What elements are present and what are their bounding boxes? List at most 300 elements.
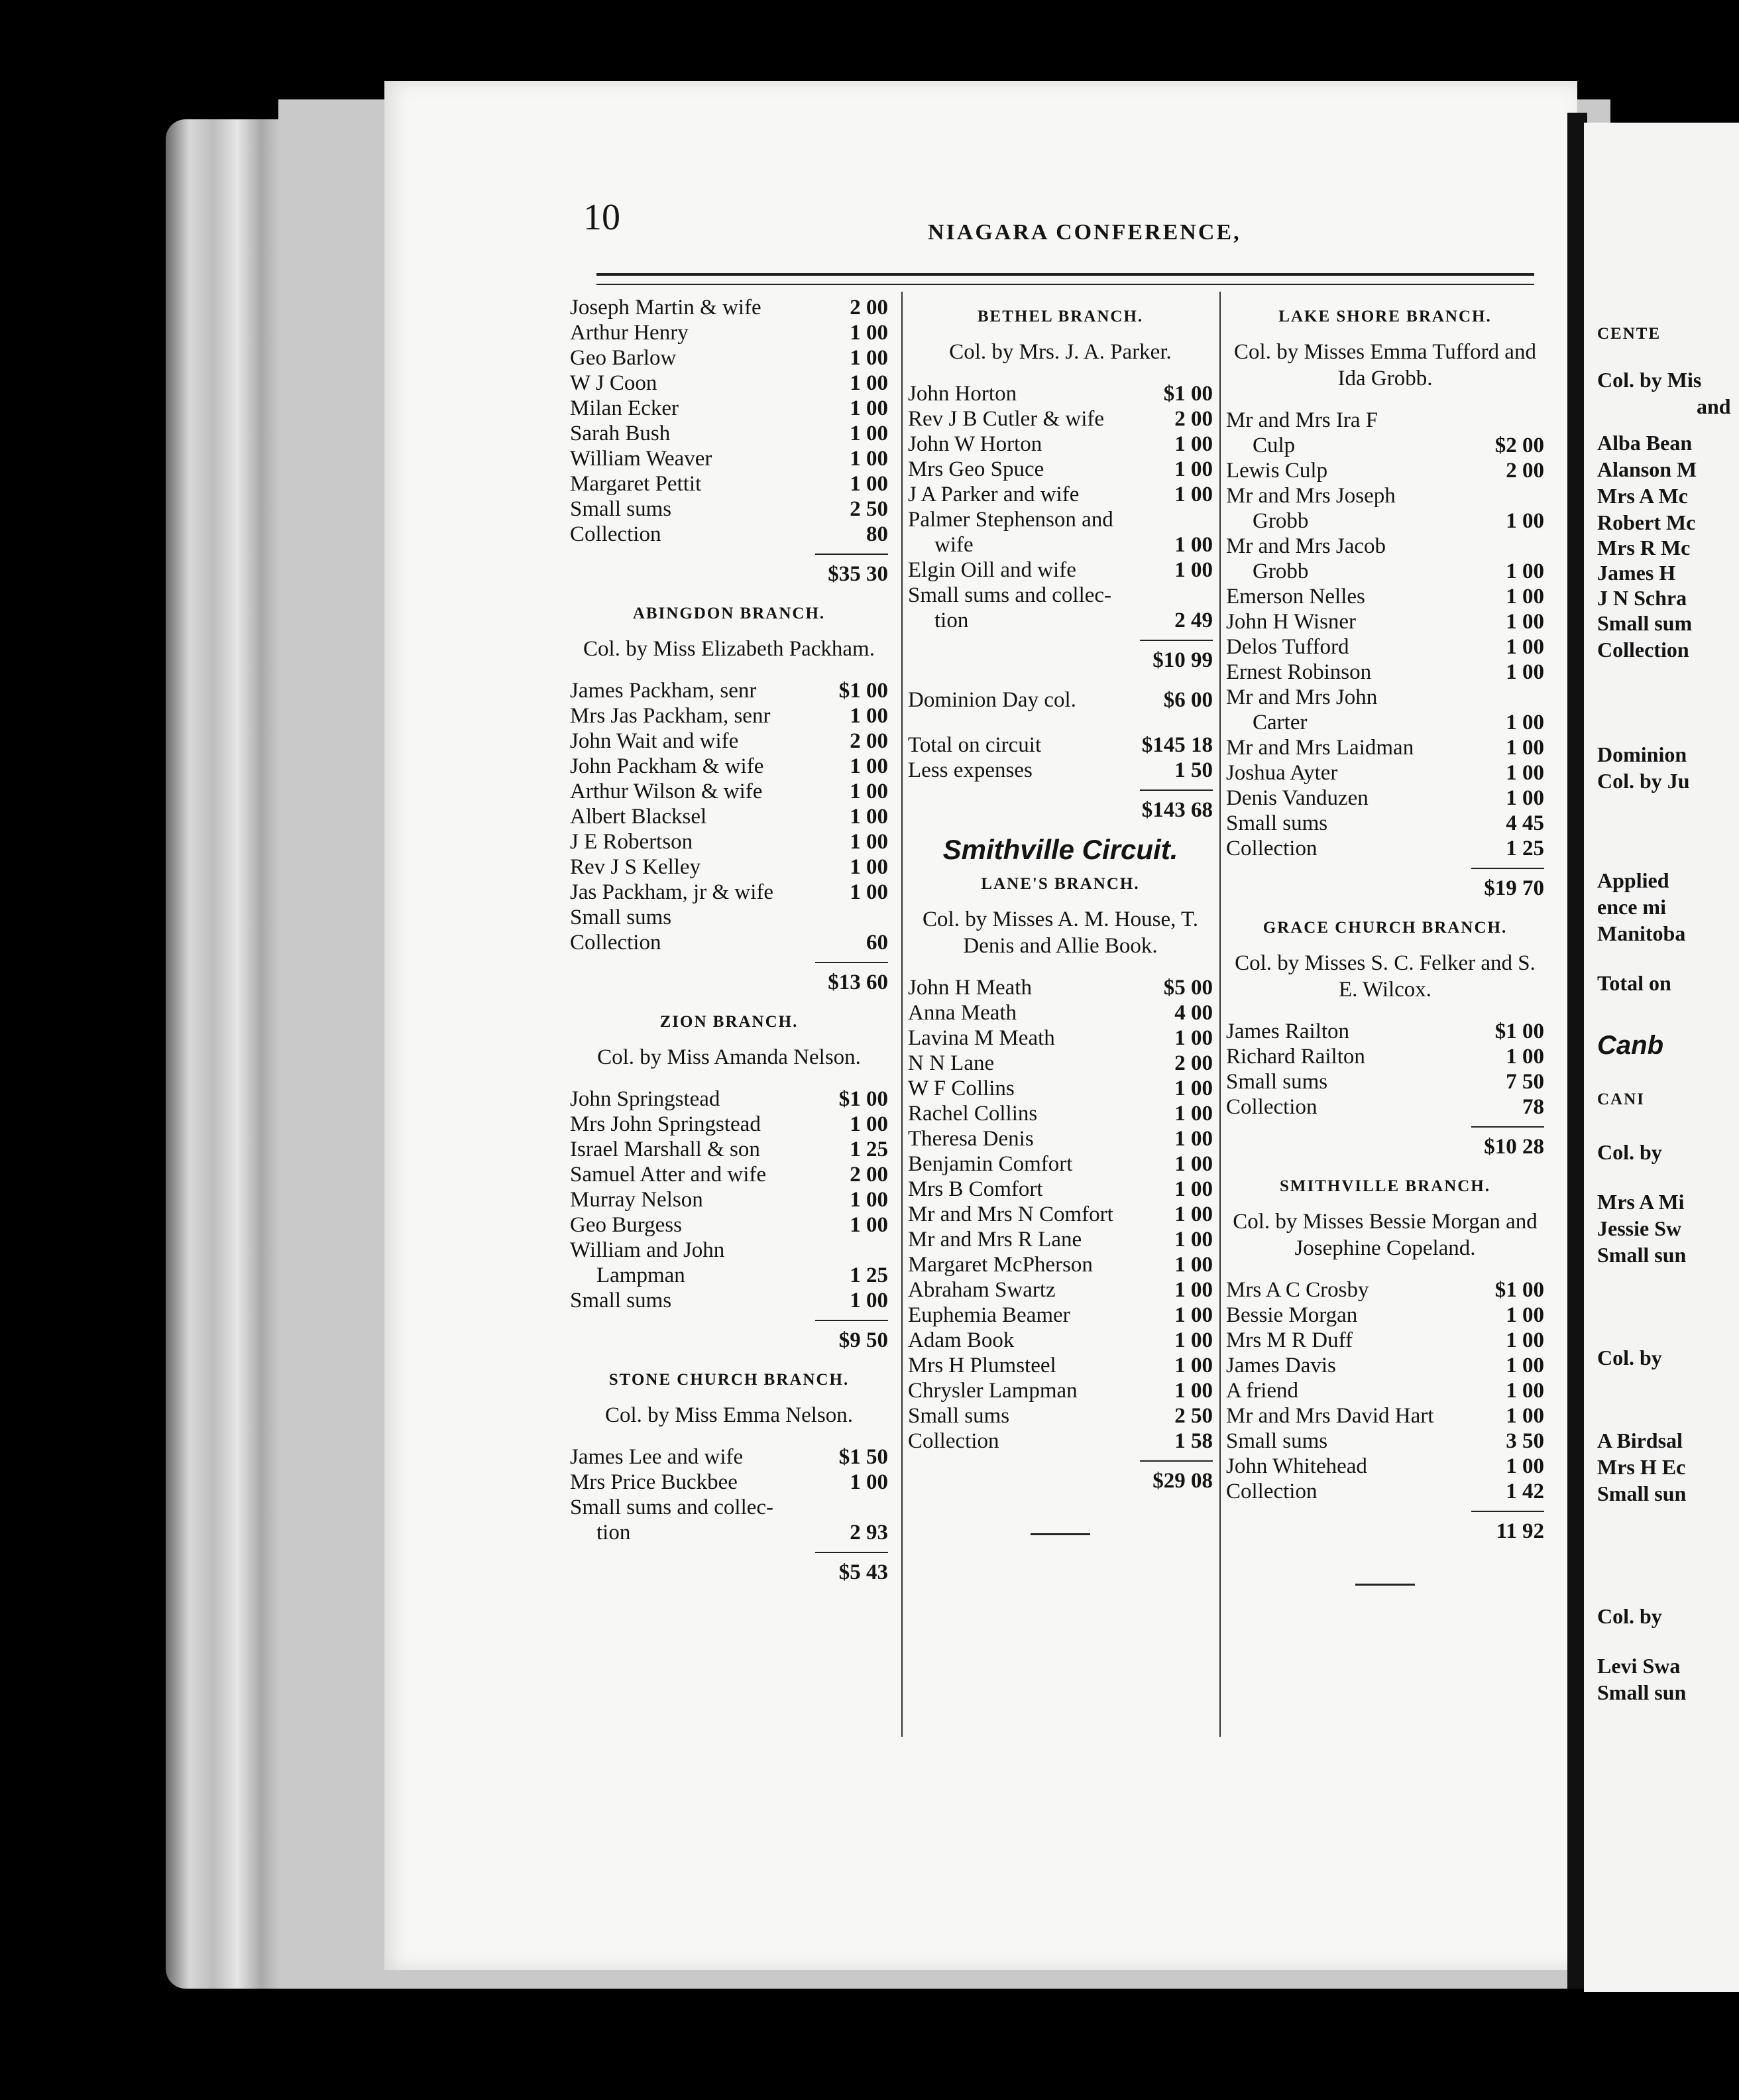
contributor-name: John Packham & wife	[570, 754, 764, 778]
branch-total: $10 99	[908, 640, 1213, 673]
contribution-amount: 1 00	[850, 805, 888, 829]
right-page-fragment: Col. by	[1597, 1346, 1662, 1370]
circuit-net-total: $143 68	[908, 789, 1213, 823]
contribution-amount: 1 00	[850, 1470, 888, 1494]
right-page-fragment: Dominion	[1597, 742, 1687, 766]
contribution-amount: 1 50	[1174, 758, 1213, 782]
contributor-name: James Packham, senr	[570, 679, 757, 703]
contributor-name: John Horton	[908, 382, 1017, 406]
contributor-name: Small sums	[1226, 1429, 1328, 1453]
contributor-name: Total on circuit	[908, 733, 1042, 757]
contributor-name: Mr and Mrs Ira F	[1226, 408, 1378, 432]
contribution-amount: 1 00	[1174, 558, 1213, 582]
contributor-name: J A Parker and wife	[908, 483, 1080, 506]
contributor-name: Small sums and collec-	[570, 1495, 774, 1519]
contribution-row	[1226, 458, 1544, 483]
contribution-row	[570, 754, 888, 779]
contribution-row	[908, 1328, 1213, 1353]
contribution-row	[570, 829, 888, 854]
contribution-row	[570, 905, 888, 930]
continued-list	[570, 295, 888, 547]
contributor-name: John Springstead	[570, 1087, 720, 1111]
contribution-row	[570, 1212, 888, 1238]
contributor-name: tion	[596, 1521, 631, 1545]
contribution-row	[1226, 1429, 1544, 1454]
contribution-amount: 1 00	[1174, 1152, 1213, 1176]
contribution-amount: 1 00	[1174, 1328, 1213, 1352]
branch-title: SMITHVILLE BRANCH.	[1280, 1177, 1490, 1195]
contributor-name: Euphemia Beamer	[908, 1303, 1070, 1327]
contribution-row	[570, 345, 888, 371]
contribution-amount: 78	[1522, 1095, 1544, 1119]
contributor-name: Rev J S Kelley	[570, 855, 701, 879]
contribution-amount: 1 25	[850, 1138, 888, 1161]
contribution-row	[908, 1000, 1213, 1025]
contribution-row	[908, 457, 1213, 482]
contributor-name: Mrs Geo Spuce	[908, 457, 1044, 481]
contribution-row	[1226, 1277, 1544, 1303]
contributor-name: Small sums	[1226, 811, 1328, 835]
contribution-amount: 1 00	[1174, 1379, 1213, 1403]
contributor-name: Collection	[1226, 837, 1318, 860]
collector-line: Col. by Misses Bessie Morgan and Josephine Copeland.	[1233, 1210, 1538, 1260]
collector-line: Col. by Miss Amanda Nelson.	[597, 1045, 861, 1069]
right-page-fragment: Applied	[1597, 868, 1669, 892]
contribution-row	[570, 1520, 888, 1545]
right-page-fragment: and	[1697, 394, 1731, 418]
right-page-fragment: Alba Bean	[1597, 431, 1693, 455]
contribution-amount: 1 00	[1506, 559, 1544, 583]
contribution-amount: 2 00	[850, 729, 888, 753]
branch-title: GRACE CHURCH BRANCH.	[1262, 919, 1508, 937]
contribution-row	[1226, 634, 1544, 660]
contribution-amount: 1 00	[850, 880, 888, 904]
contribution-row	[1226, 508, 1544, 534]
contributor-name: Anna Meath	[908, 1001, 1017, 1025]
contribution-row	[1226, 534, 1544, 559]
right-page	[1584, 123, 1739, 1992]
right-page-fragment: Mrs H Ec	[1597, 1455, 1686, 1479]
contribution-row	[908, 406, 1213, 432]
contribution-row	[1226, 1403, 1544, 1429]
contribution-row	[908, 432, 1213, 457]
contribution-amount: 1 00	[1506, 1354, 1544, 1377]
collector-line: Col. by Misses S. C. Felker and S. E. Wilcox.	[1235, 951, 1536, 1002]
circuit-title: Smithville Circuit.	[942, 834, 1178, 865]
contribution-row	[570, 1444, 888, 1470]
contribution-row	[570, 1112, 888, 1137]
column-3	[1219, 295, 1544, 1586]
contribution-amount: 2 00	[850, 1163, 888, 1187]
contributor-name: Culp	[1253, 434, 1296, 457]
contribution-amount: 1 00	[1506, 1328, 1544, 1352]
contribution-row	[908, 732, 1213, 758]
contributor-name: James Lee and wife	[570, 1445, 744, 1469]
contribution-row	[570, 1162, 888, 1187]
right-page-fragment: Mrs R Mc	[1597, 536, 1691, 559]
contributor-name: John Whitehead	[1226, 1454, 1367, 1478]
contribution-list	[570, 1086, 888, 1313]
contribution-amount: $1 50	[838, 1445, 888, 1469]
contribution-amount: 1 58	[1174, 1429, 1213, 1453]
contributor-name: John H Meath	[908, 976, 1032, 1000]
contribution-amount: $1 00	[1163, 382, 1213, 406]
contribution-row	[570, 1288, 888, 1313]
contribution-list	[908, 975, 1213, 1454]
contribution-amount: 1 00	[1506, 761, 1544, 785]
contribution-amount: 1 00	[1506, 585, 1544, 609]
contribution-row	[1226, 1479, 1544, 1504]
contribution-row	[570, 471, 888, 496]
contribution-row	[1226, 1328, 1544, 1353]
contributor-name: Geo Burgess	[570, 1213, 682, 1237]
contribution-row	[570, 1470, 888, 1495]
contribution-row	[1226, 1378, 1544, 1403]
contribution-row	[1226, 1353, 1544, 1378]
contributor-name: W J Coon	[570, 371, 657, 395]
contribution-row	[1226, 836, 1544, 861]
contribution-amount: 1 00	[1174, 432, 1213, 456]
contributor-name: Small sums	[908, 1404, 1010, 1428]
contribution-amount: $2 00	[1494, 434, 1544, 457]
contributor-name: Lavina M Meath	[908, 1026, 1055, 1050]
contribution-row	[908, 532, 1213, 557]
contribution-amount: 1 00	[850, 704, 888, 728]
contribution-row	[908, 1429, 1213, 1454]
right-page-fragment: Mrs A Mi	[1597, 1190, 1685, 1214]
contribution-amount: 1 00	[1174, 483, 1213, 506]
contribution-row	[908, 758, 1213, 783]
contribution-row	[908, 1177, 1213, 1202]
contribution-row	[570, 804, 888, 829]
contributor-name: Denis Vanduzen	[1226, 786, 1369, 810]
contribution-row	[1226, 660, 1544, 685]
contribution-amount: 1 25	[850, 1263, 888, 1287]
contributor-name: Jas Packham, jr & wife	[570, 880, 774, 904]
dominion-day-row: Dominion Day col. $6 00	[908, 688, 1213, 712]
branch-total: 11 92	[1226, 1511, 1544, 1544]
contributor-name: Small sums	[1226, 1070, 1328, 1094]
contributor-name: Collection	[1226, 1480, 1318, 1503]
contributor-name: A friend	[1226, 1379, 1299, 1403]
contribution-row	[570, 1495, 888, 1520]
branch-total: $19 70	[1226, 868, 1544, 901]
branch-title: LANE'S BRANCH.	[981, 875, 1140, 893]
contribution-amount: $145 18	[1141, 733, 1213, 757]
contribution-amount: 2 00	[850, 296, 888, 320]
contribution-row	[908, 608, 1213, 633]
contributor-name: Geo Barlow	[570, 346, 677, 370]
contributor-name: Samuel Atter and wife	[570, 1163, 767, 1187]
contributor-name: Small sums and collec-	[908, 583, 1112, 607]
right-page-fragment: Small sum	[1597, 611, 1693, 635]
contribution-amount: 1 00	[850, 830, 888, 854]
contribution-amount: 1 00	[1174, 1253, 1213, 1277]
contributor-name: Delos Tufford	[1226, 635, 1349, 659]
contribution-amount: 1 00	[1506, 509, 1544, 533]
contribution-row	[570, 396, 888, 421]
contribution-row	[908, 381, 1213, 406]
contribution-row	[908, 1202, 1213, 1227]
contribution-row	[1226, 811, 1544, 836]
contribution-row	[570, 522, 888, 547]
contribution-amount: 1 00	[1174, 1303, 1213, 1327]
contribution-row	[570, 703, 888, 729]
branch-title: ZION BRANCH.	[659, 1013, 799, 1031]
contribution-row	[908, 1378, 1213, 1403]
contribution-amount: 1 00	[850, 855, 888, 879]
contribution-row	[1226, 685, 1544, 710]
contributor-name: Mr and Mrs David Hart	[1226, 1404, 1434, 1428]
contribution-amount: 1 00	[850, 472, 888, 496]
contribution-amount: 1 00	[850, 1289, 888, 1312]
right-page-fragment: Canb	[1597, 1031, 1663, 1060]
contribution-row	[570, 320, 888, 345]
contribution-list	[570, 1444, 888, 1545]
contribution-amount: 1 00	[850, 754, 888, 778]
contribution-row	[908, 1051, 1213, 1076]
contribution-amount: 1 42	[1506, 1480, 1544, 1503]
contributor-name: Rev J B Cutler & wife	[908, 407, 1105, 431]
collector-line: Col. by Miss Emma Nelson.	[604, 1403, 853, 1427]
contribution-amount: 1 00	[1506, 1045, 1544, 1069]
contribution-amount: 2 00	[1174, 407, 1213, 431]
contribution-amount: $1 00	[838, 679, 888, 703]
contribution-row	[570, 446, 888, 471]
contribution-amount: 1 00	[1174, 1127, 1213, 1151]
branch-total: $9 50	[570, 1320, 888, 1353]
contributor-name: Benjamin Comfort	[908, 1152, 1073, 1176]
right-page-fragment: Col. by Ju	[1597, 769, 1690, 793]
right-page-fragment: Total on	[1597, 971, 1671, 995]
contribution-row	[570, 854, 888, 880]
circuit-summary	[908, 732, 1213, 783]
contribution-row	[908, 507, 1213, 532]
contribution-amount: 2 00	[1506, 459, 1544, 483]
contributor-name: Grobb	[1253, 509, 1309, 533]
contributor-name: N N Lane	[908, 1051, 995, 1075]
section-end-rule	[1031, 1533, 1090, 1535]
collector-line: Col. by Miss Elizabeth Packham.	[583, 637, 875, 661]
right-page-fragment: Levi Swa	[1597, 1654, 1681, 1678]
contribution-amount: $1 00	[1494, 1020, 1544, 1043]
contribution-row	[908, 975, 1213, 1000]
contributor-name: Margaret Pettit	[570, 472, 702, 496]
contribution-list	[1226, 408, 1544, 861]
contribution-amount: 1 00	[850, 1213, 888, 1237]
contributor-name: Small sums	[570, 497, 672, 521]
right-page-fragment: CANI	[1597, 1090, 1645, 1108]
branch-title: STONE CHURCH BRANCH.	[608, 1371, 850, 1389]
contributor-name: Mr and Mrs R Lane	[908, 1228, 1082, 1252]
contribution-amount: 2 50	[850, 497, 888, 521]
contribution-row	[908, 1252, 1213, 1277]
contribution-amount: 1 25	[1506, 837, 1544, 860]
contribution-amount: 80	[866, 522, 888, 546]
contributor-name: Mrs John Springstead	[570, 1112, 761, 1136]
right-page-fragment: Col. by	[1597, 1140, 1662, 1164]
contributor-name: Small sums	[570, 905, 672, 929]
contribution-list	[570, 678, 888, 955]
contribution-list	[1226, 1277, 1544, 1504]
contributor-name: Mrs A C Crosby	[1226, 1278, 1369, 1302]
contribution-amount: 2 00	[1174, 1051, 1213, 1075]
contribution-row	[570, 496, 888, 522]
contributor-name: Mr and Mrs N Comfort	[908, 1202, 1113, 1226]
contribution-amount: 1 00	[850, 321, 888, 345]
contribution-amount: 1 00	[1174, 533, 1213, 557]
contribution-amount: 1 00	[850, 1188, 888, 1212]
branch-title: ABINGDON BRANCH.	[632, 605, 826, 622]
right-page-fragment: ence mi	[1597, 895, 1666, 919]
contribution-amount: 2 93	[850, 1521, 888, 1545]
contribution-row	[1226, 1454, 1544, 1479]
contributor-name: William Weaver	[570, 447, 712, 471]
collector-line: Col. by Misses A. M. House, T. Denis and Allie Book.	[923, 907, 1198, 958]
page-number: 10	[583, 197, 620, 238]
section-end-rule	[1355, 1584, 1415, 1586]
branch-total: $13 60	[570, 962, 888, 995]
contribution-amount: $1 00	[838, 1087, 888, 1111]
contribution-amount: 3 50	[1506, 1429, 1544, 1453]
contribution-row	[908, 1277, 1213, 1303]
contribution-amount: 1 00	[850, 780, 888, 803]
contributor-name: John Wait and wife	[570, 729, 739, 753]
contribution-row	[1226, 760, 1544, 786]
contribution-row	[908, 1025, 1213, 1051]
contributor-name: Mrs B Comfort	[908, 1177, 1043, 1201]
contributor-name: Adam Book	[908, 1328, 1015, 1352]
contribution-amount: 1 00	[1506, 786, 1544, 810]
contributor-name: J E Robertson	[570, 830, 693, 854]
contribution-row	[1226, 735, 1544, 760]
right-page-fragment: James H	[1597, 561, 1676, 585]
branch-total: $10 28	[1226, 1126, 1544, 1159]
contribution-amount: 7 50	[1506, 1070, 1544, 1094]
contribution-amount: 1 00	[1174, 1354, 1213, 1377]
contributor-name: Emerson Nelles	[1226, 585, 1365, 609]
header-rule	[596, 273, 1534, 285]
contributor-name: Albert Blacksel	[570, 805, 707, 829]
contributor-name: Mrs Price Buckbee	[570, 1470, 738, 1494]
contribution-amount: 1 00	[850, 422, 888, 445]
contributor-name: Palmer Stephenson and	[908, 508, 1113, 532]
contributor-name: Mrs Jas Packham, senr	[570, 704, 771, 728]
contribution-row	[908, 1076, 1213, 1101]
collector-line: Col. by Mrs. J. A. Parker.	[949, 340, 1172, 364]
contribution-amount: 4 00	[1174, 1001, 1213, 1025]
contributor-name: Collection	[908, 1429, 999, 1453]
contribution-row	[570, 729, 888, 754]
contribution-amount: 1 00	[850, 346, 888, 370]
contributor-name: Joseph Martin & wife	[570, 296, 761, 320]
contributor-name: Theresa Denis	[908, 1127, 1034, 1151]
contribution-amount: 1 00	[1174, 1102, 1213, 1126]
right-page-fragment: Col. by	[1597, 1604, 1662, 1628]
contribution-row	[908, 1101, 1213, 1126]
contribution-row	[1226, 433, 1544, 458]
contribution-row	[1226, 609, 1544, 634]
contributor-name: Richard Railton	[1226, 1045, 1365, 1069]
contributor-name: Mr and Mrs Jacob	[1226, 534, 1386, 558]
contribution-row	[1226, 710, 1544, 735]
contribution-row	[1226, 483, 1544, 508]
right-page-fragment: CENTE	[1597, 325, 1661, 343]
contribution-row	[1226, 786, 1544, 811]
contribution-row	[570, 1086, 888, 1112]
contribution-amount: 1 00	[1174, 1228, 1213, 1252]
contributor-name: Israel Marshall & son	[570, 1138, 760, 1161]
branch-title: BETHEL BRANCH.	[977, 308, 1144, 325]
contribution-amount: 2 49	[1174, 609, 1213, 632]
branch-total: $35 30	[570, 554, 888, 587]
right-page-fragment: Small sun	[1597, 1243, 1687, 1267]
contributor-name: Ernest Robinson	[1226, 660, 1372, 684]
contribution-row	[570, 779, 888, 804]
right-page-fragment: Collection	[1597, 638, 1689, 662]
contribution-row	[1226, 1303, 1544, 1328]
contributor-name: Mrs H Plumsteel	[908, 1354, 1056, 1377]
column-2	[901, 295, 1213, 1535]
collector-line: Col. by Misses Emma Tufford and Ida Grobb.	[1234, 340, 1536, 390]
contributor-name: Less expenses	[908, 758, 1033, 782]
contributor-name: Mr and Mrs Joseph	[1226, 484, 1396, 508]
contribution-row	[1226, 408, 1544, 433]
right-page-fragment: J N Schra	[1597, 586, 1687, 610]
contributor-name: Sarah Bush	[570, 422, 671, 445]
contribution-amount: 1 00	[1506, 736, 1544, 760]
contribution-row	[908, 1126, 1213, 1151]
contributor-name: Abraham Swartz	[908, 1278, 1056, 1302]
contribution-row	[1226, 1019, 1544, 1044]
contribution-amount: 1 00	[1506, 635, 1544, 659]
right-page-fragment: Small sun	[1597, 1680, 1687, 1704]
contribution-row	[908, 1303, 1213, 1328]
contributor-name: Mr and Mrs John	[1226, 685, 1378, 709]
contribution-amount: 60	[866, 931, 888, 955]
right-page-fragment: Jessie Sw	[1597, 1216, 1682, 1240]
contributor-name: Collection	[570, 931, 661, 955]
contributor-name: W F Collins	[908, 1077, 1015, 1100]
contribution-amount: 1 00	[1506, 711, 1544, 734]
contribution-amount: 1 00	[850, 396, 888, 420]
contribution-row	[908, 1353, 1213, 1378]
contributor-name: Arthur Wilson & wife	[570, 780, 763, 803]
contribution-amount: 1 00	[1174, 1177, 1213, 1201]
contribution-amount: 1 00	[850, 371, 888, 395]
contribution-amount: 4 45	[1506, 811, 1544, 835]
contributor-name: John H Wisner	[1226, 610, 1357, 634]
contribution-amount: 2 50	[1174, 1404, 1213, 1428]
right-page-fragment: Mrs A Mc	[1597, 484, 1688, 508]
contributor-name: Lampman	[596, 1263, 685, 1287]
contribution-amount: 1 00	[1174, 457, 1213, 481]
right-page-fragment: Small sun	[1597, 1482, 1687, 1505]
contributor-name: Collection	[570, 522, 661, 546]
contribution-row	[1226, 1094, 1544, 1120]
contributor-name: Margaret McPherson	[908, 1253, 1093, 1277]
contribution-amount: 1 00	[1174, 1026, 1213, 1050]
contribution-row	[570, 421, 888, 446]
contribution-row	[908, 1151, 1213, 1177]
contribution-row	[908, 1403, 1213, 1429]
contribution-row	[1226, 559, 1544, 584]
contribution-amount: 1 00	[1174, 1278, 1213, 1302]
contribution-row	[570, 678, 888, 703]
contribution-row	[570, 880, 888, 905]
contributor-name: Carter	[1253, 711, 1308, 734]
contributor-name: John W Horton	[908, 432, 1042, 456]
